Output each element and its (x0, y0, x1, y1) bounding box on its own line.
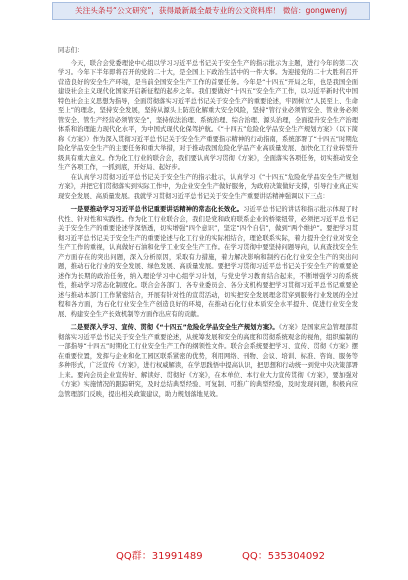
qq-number: QQ：535304092 (242, 551, 326, 562)
qq-group: QQ群：31991489 (116, 551, 203, 562)
promo-banner: 关注头条号“公文研究”，获得最新最全最专业的公文资料库！ 微信：gongwenyj (52, 2, 370, 20)
paragraph: 在认真学习贯彻习近平总书记关于安全生产的指示批示，认真学习《“十四五”危险化学品安全生产规划方案》，并把它们贯彻落实到实际工作中，为企业安全生产做好服务，为政府决策做好支撑，引导行业真正实现安全发展、高质量发展。我就学习贯彻习近平总书记关于安全生产重要讲话精神强调以下三点： (58, 173, 358, 200)
section-heading: 一是要推动学习习近平总书记重要讲话精神的常态化长效化。 (70, 206, 244, 213)
section-heading: 二是要深入学习、宣传、贯彻《“十四五”危险化学品安全生产规划方案》。 (70, 324, 279, 331)
greeting: 同志们： (58, 47, 84, 54)
section-paragraph (58, 205, 358, 319)
paragraph-text: 《方案》是国家应急管理部贯彻落实习近平总书记关于安全生产重要论述，从统筹发展和安全的高度和贯彻系统观念的视角，组织编制的一部指导“十四五”时期化工行业安全生产工作的纲领性文件。联合会系统要把学习、宣传、贯彻《方案》摆在重要位置，发挥与企业和化工园区联系紧密的优势，利用网络、刊物、会议、培训、标准、咨询、服务等多种形式，广泛宣传《方案》，进行权威解读，在学思践悟中提高认识，把思想和行动统一到党中央决策部署上来。要向会员企业宣传好、解读好、贯彻好《方案》，在本单位、本行业大力宣传贯彻《方案》，要加强对《方案》实施情况的跟踪研究，及时总结典型经验、可复制、可推广的典型经验，及时发现问题，积极向应急管理部门反映，提出相关政策建议，助力规划落地见效。 (58, 324, 358, 398)
section-paragraph (58, 323, 358, 399)
document-body (58, 46, 358, 399)
paragraph-text: 习近平总书记的讲话和指示批示体现了时代性、针对性和实践性。作为化工行业联合会，我们是党和政府联系企业的桥梁纽带，必须把习近平总书记关于安全生产的重要论述学深悟透，切实增强“四个意识”，坚定“四个自信”，做到“两个维护”。要把学习贯彻习近平总书记关于安全生产的重要论述与化工行业的实际相结合，理论联系实际，着力提升全行业对安全生产工作的重视，认真做好石油和化学工业安全生产工作。在学习贯彻中要坚持问题导向，认真查找安全生产方面存在的突出问题，深入分析原因，采取有力措施，着力解决影响和制约石化行业安全生产的突出问题，推动石化行业的安全发展、绿色发展、高质量发展。要把学习贯彻习近平总书记关于安全生产的重要论述作为长期的政治任务，纳入理论学习中心组学习计划，与党史学习教育结合起来，不断增强学习的系统性，推动学习常态化制度化。联合会各部门、各专业委员会、各分支机构要把学习贯彻习近平总书记重要论述与推动本部门工作紧密结合，开展有针对性的宣贯活动，切实把安全发展理念贯穿到服务行业发展的全过程和各方面，为石化行业安全生产创造良好的环境，在推动石化行业本质安全水平提升、促进行业安全发展、构建安全生产长效机制等方面作出应有的贡献。 (58, 206, 359, 318)
footer-contact (0, 549, 408, 565)
paragraph: 今天，联合会党委理论中心组以学习习近平总书记关于安全生产的指示批示为主题，进行今年的第二次学习。今年下半年即将召开的党的二十大，是全国上下政治生活中的一件大事。为迎接党的二十大胜利召开营造良好的安全生产环境，是当前全国安全生产工作的首要任务。今年是“十四五”开局之年，也是我国全面建设社会主义现代化国家开启新征程的起步之年。我们要做好“十四五”安全生产工作，以习近平新时代中国特色社会主义思想为指导，全面贯彻落实习近平总书记关于安全生产的重要论述，牢固树立“人民至上、生命至上”的理念，坚持安全发展，坚持从源头上防范化解重大安全风险，坚持“管行业必须管安全、管业务必须管安全、管生产经营必须管安全”，坚持依法治理、系统治理、综合治理、源头治理，全面提升安全生产治理体系和治理能力现代化水平，为中国式现代化保驾护航。《“十四五”危险化学品安全生产规划方案》（以下简称《方案》）作为深入贯彻习近平总书记关于安全生产重要指示精神的行动指南，系统部署了“十四五”时期危险化学品安全生产的主要任务和重大举措，对于推动我国危险化学品产业高质量发展、加快化工行业转型升级具有重大意义。作为化工行业的联合会，我们要认真学习贯彻《方案》，全面落实各项任务，切实推动安全生产各项工作，一抓到底，开好局、起好步。 (58, 59, 358, 171)
